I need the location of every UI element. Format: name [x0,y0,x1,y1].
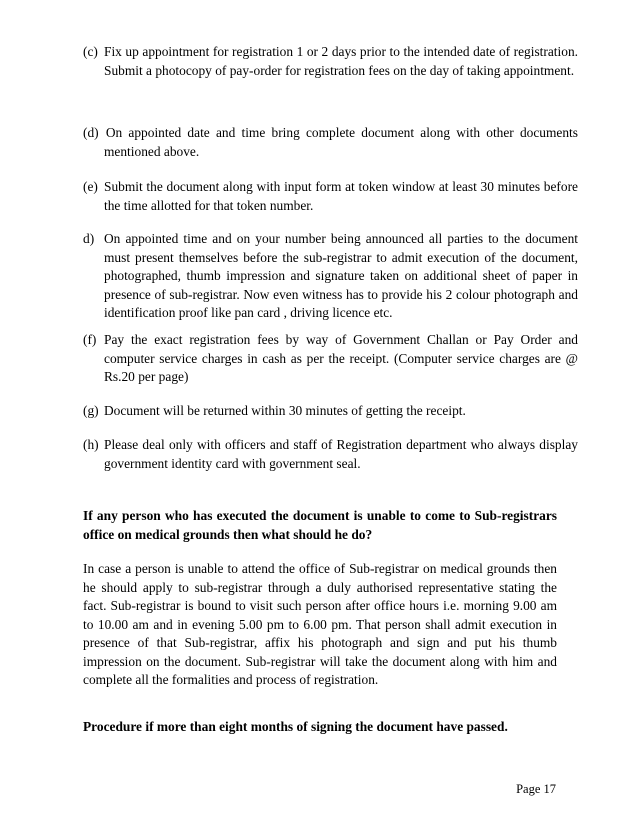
item-label: (d) [83,125,99,140]
procedure-heading: Procedure if more than eight months of signing the document have passed. [83,719,508,734]
item-label: (c) [83,44,98,59]
item-label: (f) [83,332,97,347]
list-item-c [83,43,578,80]
item-text: Please deal only with officers and staff of Registration department who always display government identity card with government seal. [104,437,578,471]
list-item-d2 [83,230,578,323]
item-text: Pay the exact registration fees by way of Government Challan or Pay Order and computer service charges in cash as per the receipt. (Computer service charges are @ Rs.20 per page) [104,332,578,384]
question-heading: If any person who has executed the document is unable to come to Sub-registrars office on medical grounds then what should he do? [83,508,557,542]
item-text: Submit the document along with input form at token window at least 30 minutes before the time allotted for that token number. [104,179,578,213]
item-label: d) [83,231,95,246]
item-label: (e) [83,179,98,194]
list-item-f [83,331,578,387]
page-number: Page 17 [516,782,556,796]
list-item-g [83,402,578,421]
item-text: On appointed date and time bring complete document along with other documents mentioned above. [104,125,578,159]
list-item-d [83,124,578,161]
list-item-e [83,178,578,215]
item-label: (h) [83,437,99,452]
item-text: Document will be returned within 30 minutes of getting the receipt. [104,403,466,418]
item-text: On appointed time and on your number being announced all parties to the document must present themselves before the sub-registrar to admit execution of the document, photographed, thumb impression and signature taken on additional sheet of paper in presence of sub-registrar. Now even witness has to provide his 2 colour photograph and identification proof like pan card , driving licence etc. [104,231,578,320]
answer-paragraph: In case a person is unable to attend the office of Sub-registrar on medical grounds then he should apply to sub-registrar through a duly authorised representative stating the fact. Sub-registrar is bound to visit such person after office hours i.e. morning 9.00 am to 10.00 am and in evening 5.00 pm to 6.00 pm. That person shall admit execution in presence of that Sub-registrar, affix his photograph and sign and put his thumb impression on the document. Sub-registrar will take the document along with him and complete all the formalities and process of registration. [83,561,557,687]
item-label: (g) [83,403,99,418]
item-text: Fix up appointment for registration 1 or 2 days prior to the intended date of registration. Submit a photocopy of pay-order for registration fees on the day of taking appointment. [104,44,578,78]
list-item-h [83,436,578,473]
